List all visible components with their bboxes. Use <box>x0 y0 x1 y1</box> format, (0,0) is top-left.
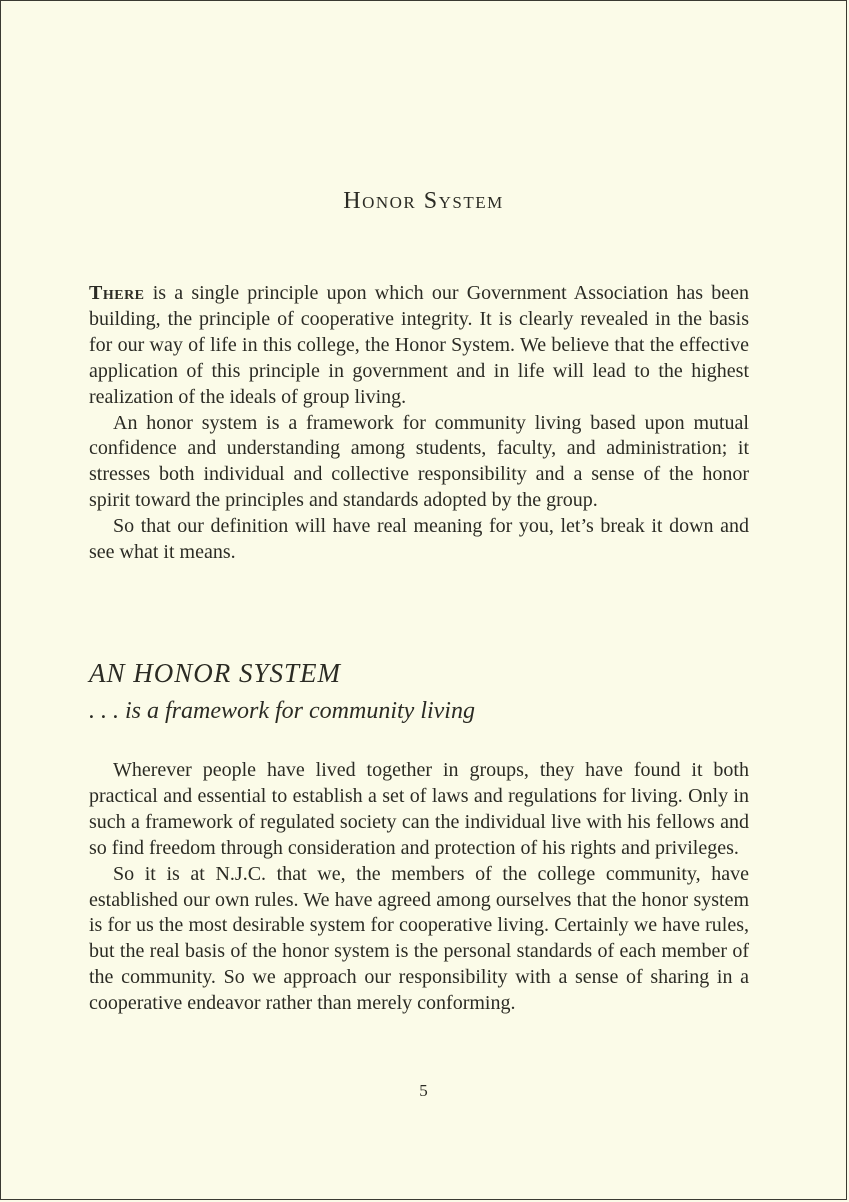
intro-paragraph-1 <box>89 281 749 411</box>
section-heading: AN HONOR SYSTEM <box>89 658 342 688</box>
intro-paragraph-2: An honor system is a framework for community living based upon mutual confidence and understanding among students, faculty, and administration; it stresses both individual and collective responsibility and a sense of the honor spirit toward the principles and standards adopted by the group. <box>89 411 749 512</box>
section-paragraph-1: Wherever people have lived together in groups, they have found it both practical and essential to establish a set of laws and regulations for living. Only in such a framework of regulated society can the individual live with his fellows and so find freedom through consideration and protection of his rights and privileges. <box>89 759 749 859</box>
lead-word: There <box>89 282 145 304</box>
page-number: 5 <box>419 1081 428 1100</box>
section-paragraph-2: So it is at N.J.C. that we, the members of the college community, have established our own rules. We have agreed among ourselves that the honor system is for us the most desirable system for cooperative living. Certainly we have rules, but the real basis of the honor system is the personal standards of each member of the community. So we approach our responsibility with a sense of sharing in a cooperative endeavor rather than merely conforming. <box>89 862 749 1015</box>
intro-section <box>89 281 749 566</box>
section-body <box>89 758 749 1017</box>
section-subheading: . . . is a framework for community living <box>89 698 475 724</box>
intro-paragraph-1-text: is a single principle upon which our Government Association has been building, the principle of cooperative integrity. It is clearly revealed in the basis for our way of life in this college, the Honor System. We believe that the effective application of this principle in government and in life will lead to the highest realization of the ideals of group living. <box>89 282 749 408</box>
intro-paragraph-3: So that our definition will have real meaning for you, let’s break it down and see what it means. <box>89 515 749 564</box>
page-title: Honor System <box>343 188 504 214</box>
